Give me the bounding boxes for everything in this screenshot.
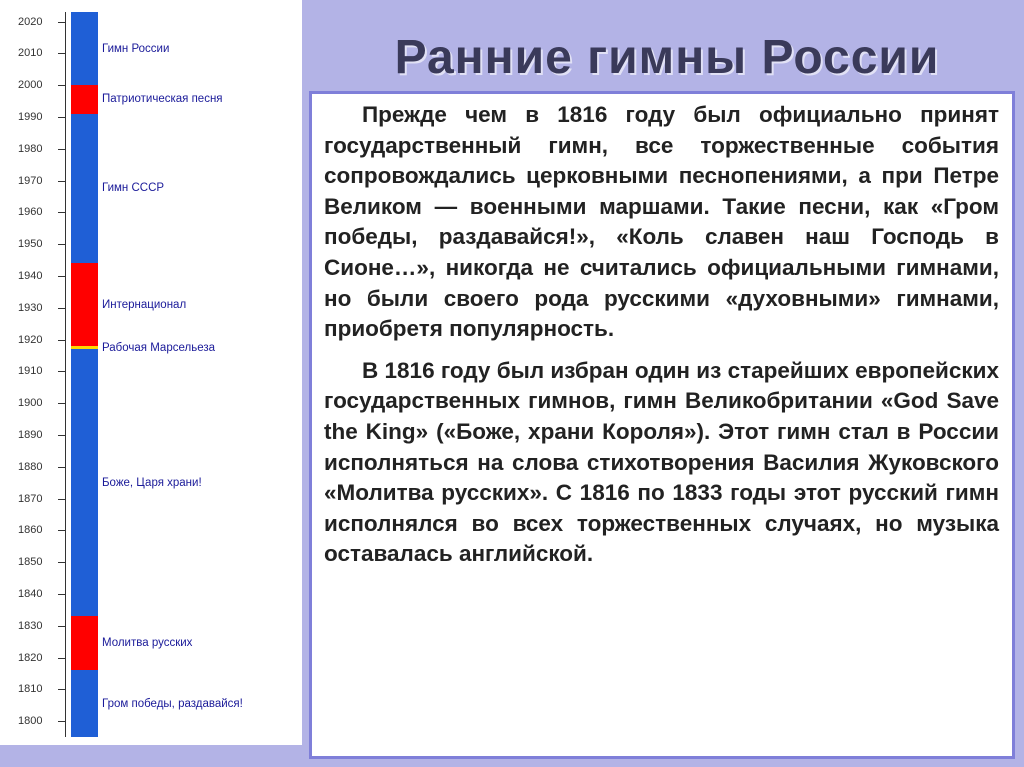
timeline-segment: [71, 346, 98, 349]
tick-mark-1960: [58, 212, 65, 213]
tick-mark-1940: [58, 276, 65, 277]
tick-mark-1990: [58, 117, 65, 118]
tick-mark-1900: [58, 403, 65, 404]
tick-label-1930: 1930: [18, 301, 43, 314]
timeline-segment-label: Гимн СССР: [102, 182, 165, 195]
timeline-segment: [71, 670, 98, 737]
timeline-segment: [71, 85, 98, 114]
tick-label-1820: 1820: [18, 651, 43, 664]
tick-mark-2010: [58, 53, 65, 54]
tick-label-1960: 1960: [18, 206, 43, 219]
tick-label-1900: 1900: [18, 397, 43, 410]
tick-mark-1800: [58, 721, 65, 722]
anthem-timeline: [0, 0, 302, 745]
timeline-segment: [71, 616, 98, 670]
tick-label-2020: 2020: [18, 15, 43, 28]
tick-mark-1880: [58, 467, 65, 468]
tick-label-1850: 1850: [18, 556, 43, 569]
tick-mark-1930: [58, 308, 65, 309]
text-panel: [309, 91, 1015, 759]
tick-label-1800: 1800: [18, 715, 43, 728]
tick-label-2010: 2010: [18, 47, 43, 60]
timeline-segment-label: Гром победы, раздавайся!: [102, 697, 243, 710]
tick-mark-1860: [58, 530, 65, 531]
timeline-segment: [71, 263, 98, 346]
tick-label-1890: 1890: [18, 428, 43, 441]
tick-label-1840: 1840: [18, 587, 43, 600]
timeline-segment: [71, 114, 98, 263]
timeline-segment-label: Патриотическая песня: [102, 93, 223, 106]
tick-label-2000: 2000: [18, 79, 43, 92]
tick-label-1990: 1990: [18, 110, 43, 123]
tick-mark-1820: [58, 658, 65, 659]
timeline-axis-line: [65, 12, 66, 737]
tick-label-1810: 1810: [18, 683, 43, 696]
timeline-segment-label: Молитва русских: [102, 637, 193, 650]
tick-mark-1970: [58, 181, 65, 182]
tick-label-1920: 1920: [18, 333, 43, 346]
tick-label-1910: 1910: [18, 365, 43, 378]
tick-label-1980: 1980: [18, 142, 43, 155]
tick-mark-1830: [58, 626, 65, 627]
timeline-segment-label: Рабочая Марсельеза: [102, 341, 216, 354]
tick-mark-2000: [58, 85, 65, 86]
paragraph-2: В 1816 году был избран один из старейших европейских государственных гимнов, гимн Великобритании «God Save the King» («Боже, храни Короля»). Этот гимн стал в России исполняться на слова стихотворения Василия Жуковского «Молитва русских». С 1816 по 1833 годы этот русский гимн исполнялся во всех торжественных случаях, но музыка оставалась английской.: [324, 357, 999, 567]
tick-mark-1810: [58, 689, 65, 690]
tick-label-1870: 1870: [18, 492, 43, 505]
timeline-segment-label: Боже, Царя храни!: [102, 476, 202, 489]
timeline-segment: [71, 349, 98, 616]
tick-label-1880: 1880: [18, 460, 43, 473]
tick-mark-1890: [58, 435, 65, 436]
paragraph-1: Прежде чем в 1816 году был официально принят государственный гимн, все торжественные события сопровождались церковными песнопениями, а при Петре Великом — военными маршами. Такие песни, как «Гром победы, раздавайся!», «Коль славен наш Господь в Сионе…», никогда не считались официальными гимнами, но были своего рода русскими «духовными» гимнами, приобретя популярность.: [324, 102, 999, 342]
tick-mark-1850: [58, 562, 65, 563]
timeline-segment-label: Гимн России: [102, 42, 170, 55]
tick-mark-2020: [58, 22, 65, 23]
tick-mark-1840: [58, 594, 65, 595]
tick-mark-1920: [58, 340, 65, 341]
tick-label-1970: 1970: [18, 174, 43, 187]
tick-label-1830: 1830: [18, 619, 43, 632]
tick-label-1860: 1860: [18, 524, 43, 537]
tick-label-1950: 1950: [18, 238, 43, 251]
tick-mark-1870: [58, 499, 65, 500]
tick-mark-1950: [58, 244, 65, 245]
timeline-segment: [71, 12, 98, 85]
timeline-segment-label: Интернационал: [102, 298, 187, 311]
tick-mark-1980: [58, 149, 65, 150]
tick-label-1940: 1940: [18, 269, 43, 282]
tick-mark-1910: [58, 371, 65, 372]
page-title: Ранние гимны России: [394, 31, 940, 84]
